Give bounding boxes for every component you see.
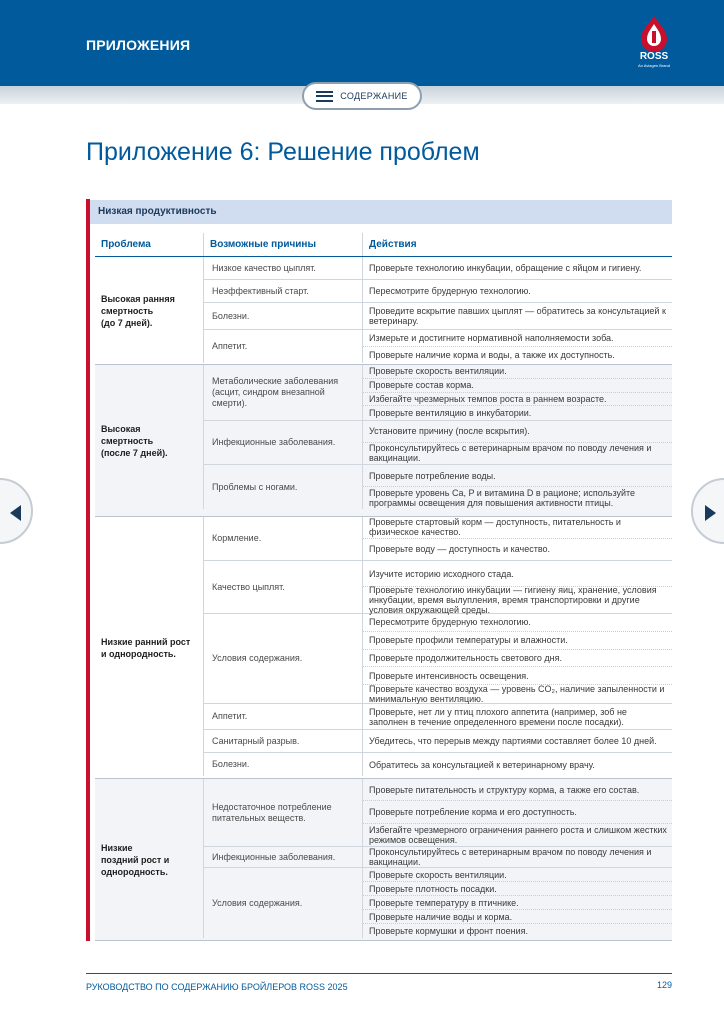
droplet-logo-icon <box>632 14 676 54</box>
logo-tagline: An Aviagen Brand <box>638 63 670 68</box>
table-row <box>203 257 672 280</box>
action-item: Проверьте наличие воды и корма. <box>363 910 672 924</box>
cause-cell: Аппетит. <box>203 704 362 729</box>
cause-cell: Неэффективный старт. <box>203 280 362 302</box>
cause-cell: Условия содержания. <box>203 614 362 703</box>
cause-cell: Качество цыплят. <box>203 561 362 613</box>
action-item: Изучите историю исходного стада. <box>363 561 672 587</box>
table-row <box>203 561 672 614</box>
column-header-causes: Возможные причины <box>203 233 362 256</box>
action-item: Измерьте и достигните нормативной наполняемости зоба. <box>363 330 672 347</box>
logo-wordmark: ROSS <box>639 51 669 62</box>
action-item: Избегайте чрезмерного ограничения раннего роста и слишком жестких режимов освещения. <box>369 824 667 845</box>
action-item: Проверьте питательность и структуру корма, а также его состав. <box>363 779 672 801</box>
cause-cell: Инфекционные заболевания. <box>203 421 362 464</box>
problem-cell <box>95 365 203 516</box>
action-item: Проведите вскрытие павших цыплят — обратитесь за консультацией к ветеринару. <box>369 306 666 326</box>
problem-text-line: смертность <box>101 435 154 446</box>
cause-cell: Санитарный разрыв. <box>203 730 362 752</box>
problem-text-line: Низкие ранний рост <box>101 636 191 647</box>
previous-page-button[interactable] <box>0 478 33 544</box>
cause-cell: Болезни. <box>203 303 362 329</box>
actions-cell <box>362 730 672 752</box>
action-item: Проверьте воду — доступность и качество. <box>369 544 551 555</box>
table-row <box>203 465 672 509</box>
action-item: Проверьте интенсивность освещения. <box>363 667 672 685</box>
action-item: Проверьте продолжительность светового дня. <box>363 650 672 668</box>
table-header-row <box>95 233 672 257</box>
problem-text-line: Низкие <box>101 842 133 853</box>
footer-year: 2025 <box>327 982 348 992</box>
section-title: ПРИЛОЖЕНИЯ <box>86 37 191 53</box>
action-item: Проверьте вентиляцию в инкубатории. <box>369 408 532 419</box>
action-item: Проверьте, нет ли у птиц плохого аппетита (например, зоб не заполнен в течение определенного времени после посадки). <box>369 706 627 727</box>
actions-cell <box>362 561 672 613</box>
cause-cell: Кормление. <box>203 517 362 560</box>
chevron-left-icon <box>10 505 21 521</box>
section-heading: Низкая продуктивность <box>90 200 672 224</box>
table-row <box>203 517 672 561</box>
action-item: Проверьте потребление воды. <box>363 465 672 487</box>
actions-cell <box>362 517 672 560</box>
actions-cell <box>362 704 672 729</box>
actions-cell <box>362 753 672 776</box>
cause-cell: Условия содержания. <box>203 868 362 938</box>
table-row <box>203 730 672 753</box>
cause-cell: Аппетит. <box>203 330 362 363</box>
footer-guide-title <box>86 982 348 992</box>
action-item: Проверьте качество воздуха — уровень CO₂, наличие запыленности и минимальную вентиляцию. <box>369 684 665 705</box>
footer-divider <box>86 973 672 974</box>
table-row <box>203 868 672 938</box>
problem-cell <box>95 517 203 778</box>
page-number: 129 <box>656 980 672 990</box>
problem-text-line: Высокая ранняя <box>101 293 175 304</box>
contents-button[interactable] <box>302 82 422 110</box>
action-item: Проконсультируйтесь с ветеринарным врачом по поводу лечения и вакцинации. <box>369 847 652 867</box>
action-item: Проверьте наличие корма и воды, а также их доступность. <box>369 349 615 360</box>
action-item: Убедитесь, что перерыв между партиями составляет более 10 дней. <box>369 736 657 746</box>
problem-text-line: поздний рост и <box>101 854 170 865</box>
action-item: Проверьте технологию инкубации — гигиену яиц, хранение, условия инкубации, время вылупления, время транспортировки и другие условия окружающей среды. <box>369 585 657 615</box>
action-item: Проверьте технологию инкубации, обращение с яйцом и гигиену. <box>369 263 642 273</box>
problem-cell <box>95 257 203 364</box>
problem-text-line: однородность. <box>101 866 168 877</box>
cause-cell: Недостаточное потребление питательных веществ. <box>203 779 362 846</box>
action-item: Проверьте скорость вентиляции. <box>363 868 672 882</box>
actions-cell <box>362 257 672 279</box>
next-page-button[interactable] <box>691 478 724 544</box>
actions-cell <box>362 303 672 329</box>
actions-cell <box>362 614 672 703</box>
problem-group <box>95 517 672 779</box>
action-item: Проверьте профили температуры и влажности. <box>363 632 672 650</box>
cause-cell: Проблемы с ногами. <box>203 465 362 509</box>
footer-title: РУКОВОДСТВО ПО СОДЕРЖАНИЮ БРОЙЛЕРОВ ROSS <box>86 982 326 992</box>
table-row <box>203 365 672 421</box>
problem-text-line: (до 7 дней). <box>101 317 153 328</box>
cause-cell: Низкое качество цыплят. <box>203 257 362 279</box>
table-row <box>203 779 672 847</box>
cause-cell: Инфекционные заболевания. <box>203 847 362 867</box>
action-item: Установите причину (после вскрытия). <box>363 421 672 443</box>
problem-text-line: и однородность. <box>101 648 176 659</box>
actions-cell <box>362 280 672 302</box>
ross-logo <box>632 14 676 74</box>
actions-cell <box>362 421 672 464</box>
action-item: Проконсультируйтесь с ветеринарным врачом по поводу лечения и вакцинации. <box>369 443 652 464</box>
cause-cell: Метаболические заболевания (асцит, синдром внезапной смерти). <box>203 365 362 420</box>
table-row <box>203 847 672 868</box>
problem-group <box>95 257 672 365</box>
action-item: Проверьте температуру в птичнике. <box>363 896 672 910</box>
table-row <box>203 280 672 303</box>
action-item: Проверьте плотность посадки. <box>363 882 672 896</box>
action-item: Проверьте состав корма. <box>363 379 672 393</box>
action-item: Пересмотрите брудерную технологию. <box>369 286 531 296</box>
actions-cell <box>362 365 672 420</box>
table-row <box>203 330 672 363</box>
table-row <box>203 704 672 730</box>
actions-cell <box>362 847 672 867</box>
cause-cell: Болезни. <box>203 753 362 776</box>
actions-cell <box>362 868 672 938</box>
actions-cell <box>362 330 672 363</box>
action-item: Обратитесь за консультацией к ветеринарному врачу. <box>369 759 595 770</box>
action-item: Проверьте стартовый корм — доступность, питательность и физическое качество. <box>363 517 672 539</box>
column-header-problem: Проблема <box>101 239 151 250</box>
table-row <box>203 421 672 465</box>
action-item: Пересмотрите брудерную технологию. <box>363 614 672 632</box>
problem-text-line: (после 7 дней). <box>101 447 168 458</box>
problem-cell <box>95 779 203 940</box>
table-body <box>95 257 672 941</box>
action-item: Избегайте чрезмерных темпов роста в раннем возрасте. <box>363 393 672 407</box>
action-item: Проверьте потребление корма и его доступность. <box>363 801 672 823</box>
troubleshooting-table <box>95 233 672 941</box>
table-row <box>203 303 672 330</box>
problem-group <box>95 779 672 941</box>
menu-icon <box>316 91 333 102</box>
page-title: Приложение 6: Решение проблем <box>86 138 480 166</box>
action-item: Проверьте скорость вентиляции. <box>363 365 672 379</box>
problem-text-line: смертность <box>101 305 154 316</box>
chevron-right-icon <box>705 505 716 521</box>
action-item: Проверьте кормушки и фронт поения. <box>369 926 528 936</box>
action-item: Проверьте уровень Ca, P и витамина D в рационе; используйте программы освещения для повышения активности птицы. <box>369 488 636 508</box>
section-accent-bar <box>86 199 90 941</box>
table-row <box>203 614 672 704</box>
column-header-actions: Действия <box>362 233 672 256</box>
problem-text-line: Высокая <box>101 423 141 434</box>
problem-group <box>95 365 672 517</box>
actions-cell <box>362 779 672 846</box>
page-header <box>0 0 724 86</box>
actions-cell <box>362 465 672 509</box>
table-row <box>203 753 672 776</box>
contents-button-label: СОДЕРЖАНИЕ <box>340 91 408 101</box>
